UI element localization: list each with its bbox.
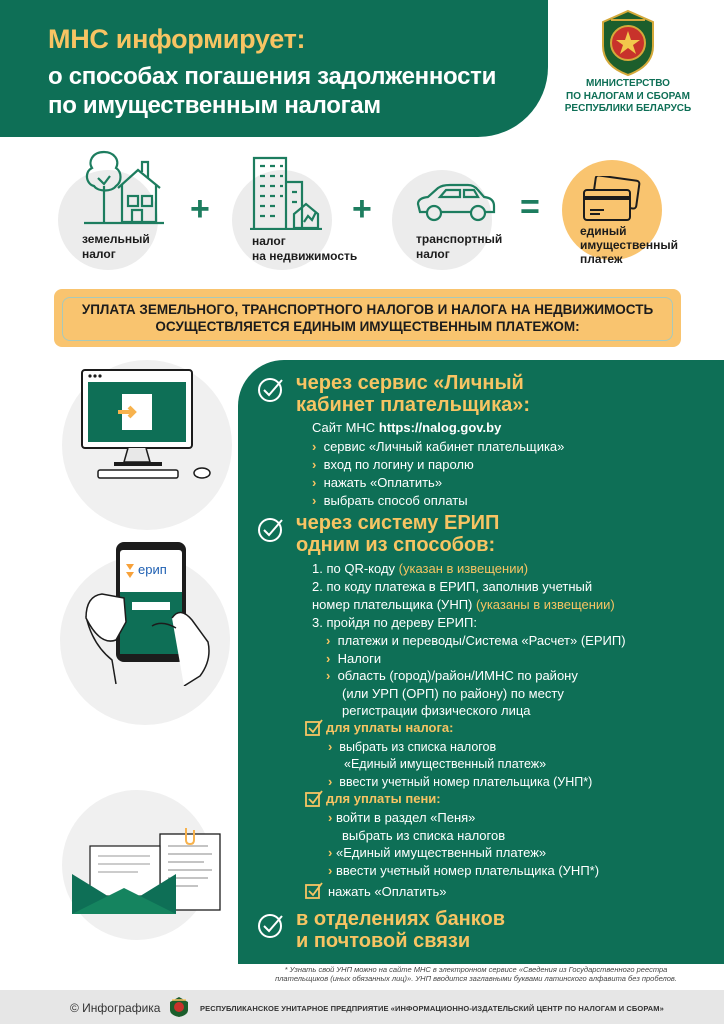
- erip-logo-text: ерип: [138, 562, 167, 577]
- erip-heading: через систему ЕРИП одним из способов:: [296, 512, 500, 556]
- chevron-right-icon: ›: [328, 862, 333, 878]
- list-item: 2. по коду платежа в ЕРИП, заполнив учетный: [312, 579, 593, 594]
- footnote: * Узнать свой УНП можно на сайте МНС в электронном сервисе «Сведения из Государственного реестра плательщиков (иных обязанных лиц)». УНП вводится заглавными буквами латинского алфавита без пробелов.: [275, 965, 677, 983]
- list-item: › выбрать способ оплаты: [312, 493, 468, 508]
- list-item: 1. по QR-коду (указан в извещении): [312, 561, 529, 576]
- house-tree-icon: [82, 148, 166, 226]
- list-item: › выбрать из списка налогов: [328, 739, 497, 754]
- footer-org: РЕСПУБЛИКАНСКОЕ УНИТАРНОЕ ПРЕДПРИЯТИЕ «ИНФОРМАЦИОННО-ИЗДАТЕЛЬСКИЙ ЦЕНТР ПО НАЛОГАМ И СБОРАМ»: [200, 1004, 664, 1013]
- plus-sign: +: [190, 190, 210, 228]
- car-icon: [414, 182, 498, 224]
- chevron-right-icon: ›: [312, 439, 317, 454]
- cabinet-heading: через сервис «Личный кабинет плательщика»:: [296, 372, 530, 416]
- chevron-right-icon: ›: [326, 633, 331, 648]
- plus-sign: +: [352, 190, 372, 228]
- tax-steps: › выбрать из списка налогов «Единый имущественный платеж» › ввести учетный номер плательщика (УНП*): [328, 739, 593, 789]
- transport-tax-label: транспортный налог: [416, 232, 503, 261]
- checkbox-icon: [305, 882, 323, 900]
- chevron-right-icon: ›: [312, 475, 317, 490]
- envelope-icon: [68, 826, 228, 916]
- pay-step: нажать «Оплатить»: [328, 884, 447, 899]
- single-payment-label: единый имущественный платеж: [580, 224, 678, 266]
- list-item: › нажать «Оплатить»: [312, 475, 443, 490]
- cards-icon: [580, 176, 642, 226]
- chevron-right-icon: ›: [326, 650, 331, 666]
- list-item: › войти в раздел «Пеня»: [328, 810, 476, 825]
- page-title: МНС информирует:: [48, 24, 306, 54]
- list-item: › «Единый имущественный платеж»: [328, 845, 547, 860]
- chevron-right-icon: ›: [328, 774, 333, 789]
- phone-hand-icon: [72, 536, 222, 686]
- chevron-right-icon: ›: [326, 668, 331, 683]
- list-item: номер плательщика (УНП) (указаны в извещении): [312, 597, 615, 612]
- list-item: 3. пройдя по дереву ЕРИП:: [312, 615, 477, 630]
- list-item: › вход по логину и паролю: [312, 457, 474, 472]
- tax-subheading: для уплаты налога:: [326, 720, 454, 735]
- org-logo-icon: [168, 996, 190, 1018]
- computer-icon: [78, 366, 218, 482]
- page-subtitle: о способах погашения задолженности по имущественным налогам: [48, 63, 497, 119]
- check-circle-icon: [256, 516, 284, 544]
- chevron-right-icon: ›: [312, 493, 317, 508]
- erip-methods: [312, 560, 615, 632]
- bank-heading: в отделениях банков и почтовой связи: [296, 908, 506, 952]
- equals-sign: =: [520, 188, 540, 226]
- peni-subheading: для уплаты пени:: [326, 791, 441, 806]
- footer-credit: © Инфографика: [70, 1001, 161, 1015]
- site-link[interactable]: https://nalog.gov.by: [378, 420, 502, 435]
- land-tax-label: земельный налог: [82, 232, 150, 261]
- list-item: › ввести учетный номер плательщика (УНП*): [328, 862, 600, 878]
- checkbox-icon: [305, 719, 323, 737]
- list-item: › ввести учетный номер плательщика (УНП*): [328, 774, 593, 789]
- chevron-right-icon: ›: [328, 739, 333, 754]
- list-item: › сервис «Личный кабинет плательщика»: [312, 439, 565, 454]
- cabinet-steps: [312, 438, 564, 510]
- ministry-name: МИНИСТЕРСТВО ПО НАЛОГАМ И СБОРАМ РЕСПУБЛИКИ БЕЛАРУСЬ: [564, 78, 692, 114]
- list-item: › платежи и переводы/Система «Расчет» (ЕРИП): [326, 633, 626, 648]
- check-circle-icon: [256, 376, 284, 404]
- list-item: › область (город)/район/ИМНС по району: [326, 668, 578, 683]
- erip-tree: › платежи и переводы/Система «Расчет» (ЕРИП) › Налоги › область (город)/район/ИМНС по району (или УРП (ОРП) по району) по месту регистрации физического лица: [326, 633, 626, 718]
- site-line: Сайт МНС https://nalog.gov.by: [312, 420, 502, 435]
- peni-steps: › войти в раздел «Пеня» выбрать из списка налогов › «Единый имущественный платеж» › ввести учетный номер плательщика (УНП*): [328, 810, 600, 878]
- chevron-right-icon: ›: [328, 845, 333, 860]
- chevron-right-icon: ›: [328, 810, 333, 825]
- list-item: › Налоги: [326, 650, 382, 666]
- chevron-right-icon: ›: [312, 457, 317, 472]
- check-circle-icon: [256, 912, 284, 940]
- info-banner: УПЛАТА ЗЕМЕЛЬНОГО, ТРАНСПОРТНОГО НАЛОГОВ И НАЛОГА НА НЕДВИЖИМОСТЬ ОСУЩЕСТВЛЯЕТСЯ ЕДИНЫМ ИМУЩЕСТВЕННЫМ ПЛАТЕЖОМ:: [62, 297, 673, 341]
- ministry-emblem-icon: [593, 8, 663, 78]
- realty-tax-label: налог на недвижимость: [252, 234, 358, 263]
- checkbox-icon: [305, 790, 323, 808]
- buildings-icon: [250, 152, 322, 230]
